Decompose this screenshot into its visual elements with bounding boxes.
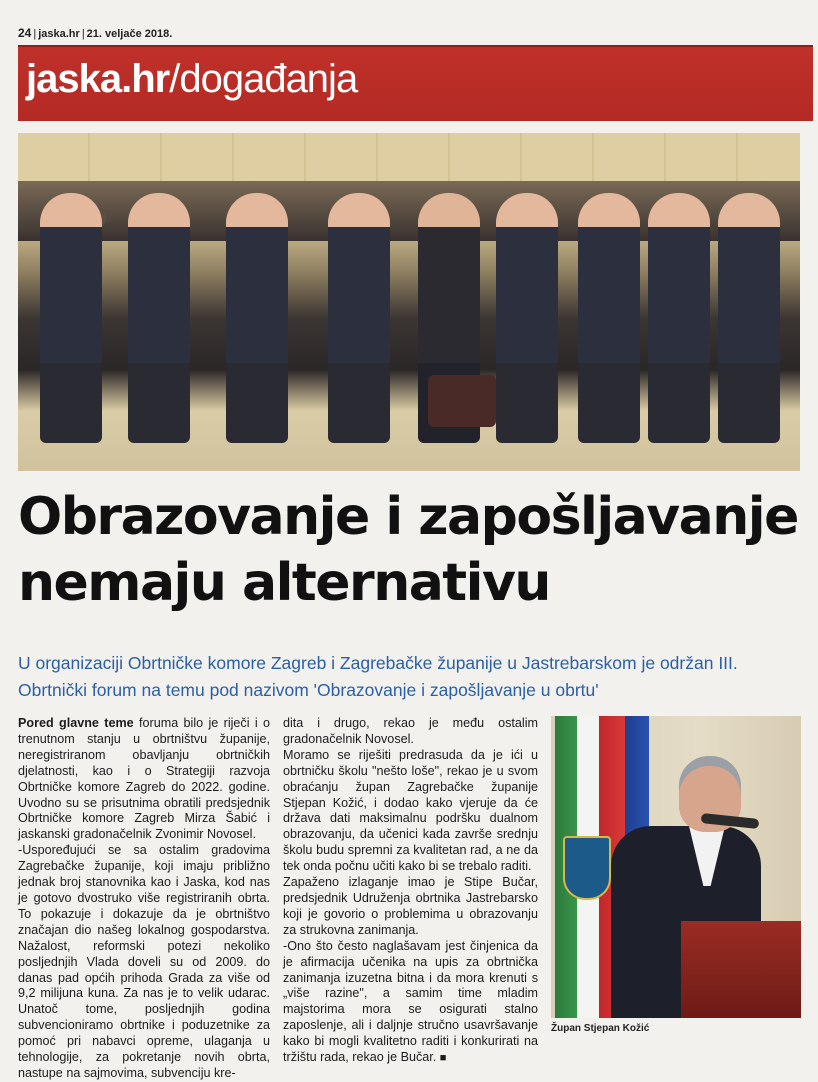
section-title: [26, 57, 357, 102]
page-number: 24: [18, 26, 32, 40]
article-column-1: [18, 716, 270, 1082]
end-mark: ■: [439, 1052, 447, 1065]
photo-caption: Župan Stjepan Kožić: [551, 1023, 650, 1034]
section-banner: [18, 45, 813, 121]
brand-name: jaska.hr: [26, 57, 170, 101]
paragraph: -Uspoređujući se sa ostalim gradovima Zagrebačke županije, koji imaju približno jednak broj stanovnika kao i Jaska, kod nas je gotovo dvostruko više registriranih obrta. To pokazuje i dokazuje da je obrtništvo značajan dio našeg lokalnog gospodarstva. Nažalost, reformski potezi nekoliko posljednjih Vlada doveli su od 2009. do danas pad općih prihoda Grada za više od 9,2 milijuna kuna. Za nas je to velik udarac. Unatoč tome, posljednjih godina subvencioniramo obrtnike i poduzetnike za pomoć pri nabavci opreme, ulaganja u tehnologije, za pokretanje novih obrta, nastupe na sajmovima, subvenciju kre-: [18, 843, 270, 1080]
lead-in: Pored glavne teme: [18, 716, 134, 730]
deck-line-1: U organizaciji Obrtničke komore Zagreb i Zagrebačke županije u Jastrebarskom je održan III.: [18, 653, 738, 673]
podium: [681, 921, 801, 1018]
paragraph: Zapaženo izlaganje imao je Stipe Bučar, predsjednik Udruženja obrtnika Jastrebarsko koji je govorio o problemima u obrazovanju za strukovna zanimanja.: [283, 875, 538, 937]
deck-line-2: Obrtnički forum na temu pod nazivom 'Obrazovanje i zapošljavanje u obrtu': [18, 680, 599, 700]
paragraph: Pored glavne teme foruma bilo je riječi i o trenutnom stanju u obrtništvu županije, neregistriranom obavljanju obrtničkih djelatnosti, kao i o Strategiji razvoja Obrtničke komore Zagreb do 2022. godine. Uvodno su se prisutnima obratili predsjednik Obrtničke komore Zagreb Mirza Šabić i jaskanski gradonačelnik Zvonimir Novosel.: [18, 716, 270, 842]
article-deck: [18, 650, 808, 704]
folio-site: jaska.hr: [38, 28, 80, 40]
handbag: [428, 375, 496, 427]
article-column-2: [283, 716, 538, 1067]
section-name: /događanja: [169, 57, 358, 101]
paragraph: Moramo se riješiti predrasuda da je ići u obrtničku školu "nešto loše", rekao je u svom obraćanju župan Zagrebačke županije Stjepan Kožić, i dodao kako vjeruje da će država dati maksimalnu podršku dualnom obrazovanju, da učenici kada završe srednju školu budu spremni za kvalitetan rad, a ne da tek onda počnu učiti kako bi se trebalo raditi.: [283, 747, 538, 874]
page-folio: 24 | jaska.hr | 21. veljače 2018.: [18, 26, 173, 40]
county-emblem: [563, 836, 611, 900]
article-headline: [18, 484, 808, 616]
forum-audience-photo: [18, 133, 800, 471]
paragraph: -Ono što često naglašavam jest činjenica da je afirmacija učenika na upis za obrtnička zanimanja izuzetna bitna i da mora krenuti s „više razine", a samim time mladim majstorima mora se osigurati stalno zaposlenje, ali i daljnje stručno usavršavanje kako bi mogli kvalitetno raditi i konkurirati na tržištu rada, rekao je Bučar. ■: [283, 938, 538, 1065]
paragraph: dita i drugo, rekao je među ostalim gradonačelnik Novosel.: [283, 716, 538, 746]
headline-line-1: Obrazovanje i zapošljavanje: [18, 487, 798, 547]
speaker-photo: [551, 716, 801, 1018]
headline-line-2: nemaju alternativu: [18, 553, 550, 613]
folio-date: 21. veljače 2018.: [86, 28, 173, 40]
